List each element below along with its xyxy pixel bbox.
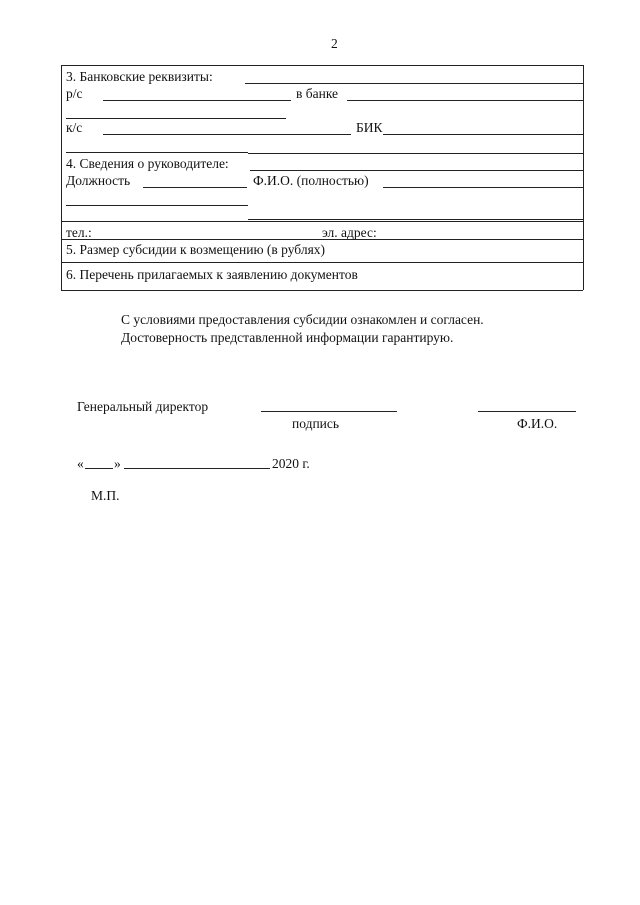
- phone-label: тел.:: [66, 225, 92, 240]
- table-border-right: [583, 65, 584, 290]
- position-label: Должность: [66, 173, 131, 188]
- documents-list-label: 6. Перечень прилагаемых к заявлению документов: [66, 267, 358, 282]
- row-divider: [61, 239, 583, 240]
- row-divider: [383, 187, 583, 188]
- date-year: 2020 г.: [272, 456, 310, 471]
- row-divider: [61, 262, 583, 263]
- in-bank-label: в банке: [296, 86, 339, 101]
- date-month-field[interactable]: [124, 468, 270, 469]
- agreement-line-2: Достоверность представленной информации гарантирую.: [121, 330, 454, 345]
- bank-details-title: 3. Банковские реквизиты:: [66, 69, 213, 84]
- account-label: р/с: [66, 86, 83, 101]
- signature-field[interactable]: [261, 411, 397, 412]
- account-field[interactable]: [103, 100, 291, 101]
- row-divider: [248, 153, 583, 154]
- date-open-quote: «: [77, 456, 84, 471]
- stamp-label: М.П.: [91, 488, 120, 503]
- row-divider: [245, 83, 583, 84]
- bank-name-field[interactable]: [66, 118, 286, 119]
- date-day-field[interactable]: [85, 468, 113, 469]
- email-label: эл. адрес:: [322, 225, 377, 240]
- corr-account-label: к/с: [66, 120, 83, 135]
- fio-field[interactable]: [478, 411, 576, 412]
- head-info-title: 4. Сведения о руководителе:: [66, 156, 229, 171]
- page-number: 2: [331, 36, 338, 51]
- bik-field[interactable]: [66, 152, 248, 153]
- row-divider: [347, 100, 583, 101]
- signer-role: Генеральный директор: [77, 399, 209, 414]
- signature-caption: подпись: [292, 416, 340, 431]
- position-field[interactable]: [143, 187, 247, 188]
- fio-full-label: Ф.И.О. (полностью): [253, 173, 369, 188]
- row-divider: [250, 170, 583, 171]
- row-divider: [248, 219, 583, 220]
- bik-label: БИК: [356, 120, 383, 135]
- row-divider: [61, 221, 583, 222]
- table-border-left: [61, 65, 62, 290]
- agreement-line-1: С условиями предоставления субсидии ознакомлен и согласен.: [121, 312, 484, 327]
- subsidy-amount-label: 5. Размер субсидии к возмещению (в рублях): [66, 242, 326, 257]
- table-border-bottom: [61, 290, 583, 291]
- row-divider: [383, 134, 583, 135]
- corr-account-field[interactable]: [103, 134, 351, 135]
- date-close-quote: »: [114, 456, 121, 471]
- fio-caption: Ф.И.О.: [517, 416, 558, 431]
- table-border-top: [61, 65, 583, 66]
- head-name-field[interactable]: [66, 205, 248, 206]
